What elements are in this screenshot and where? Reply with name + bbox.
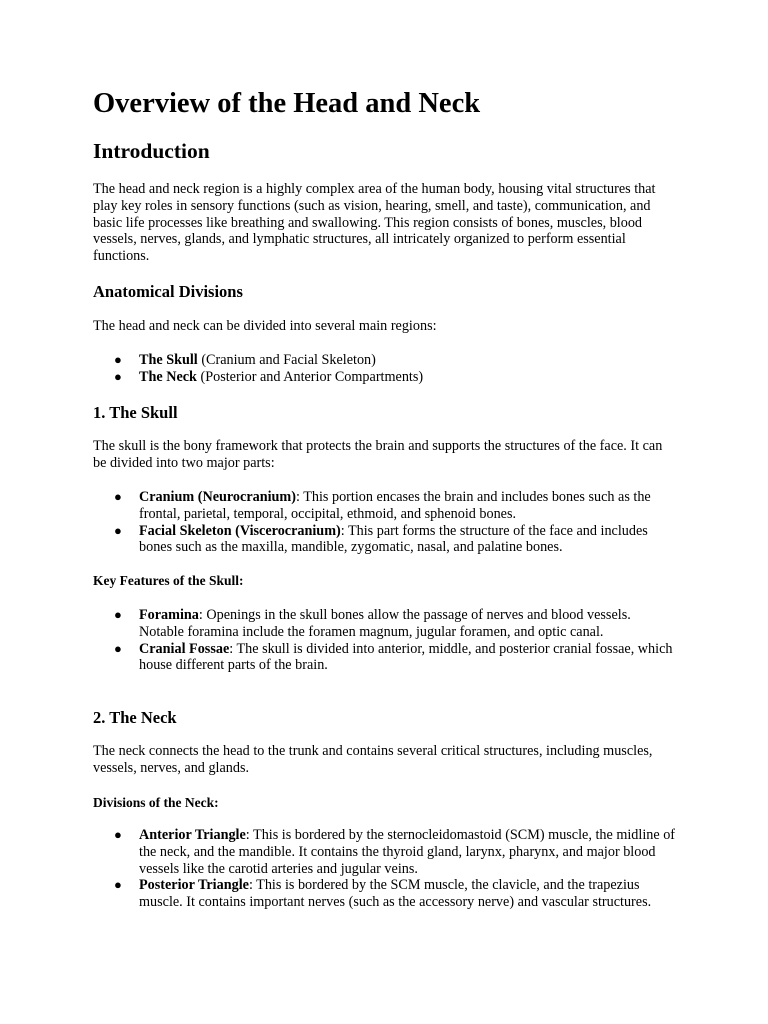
anatomical-divisions-paragraph: The head and neck can be divided into several main regions: [93, 318, 437, 334]
list-item-term: The Skull [139, 352, 198, 368]
list-item [93, 827, 678, 877]
intro-paragraph: The head and neck region is a highly complex area of the human body, housing vital structures that play key roles in sensory functions (such as vision, hearing, smell, and taste), communication, and basic life processes like breathing and swallowing. This region consists of bones, muscles, blood vessels, nerves, glands, and lymphatic structures, all intricately organized to perform essential functions. [93, 181, 656, 265]
list-item-term: Anterior Triangle [139, 827, 246, 843]
bullet-icon: ● [114, 607, 122, 622]
list-item [93, 369, 678, 386]
list-item-term: The Neck [139, 368, 197, 385]
bullet-icon: ● [114, 352, 122, 367]
bullet-icon: ● [114, 640, 122, 656]
skull-features-list [93, 607, 678, 674]
bullet-icon: ● [114, 489, 122, 504]
list-item [93, 352, 678, 369]
skull-heading: 1. The Skull [93, 403, 178, 422]
list-item-text: : Openings in the skull bones allow the passage of nerves and blood vessels. Notable foramina include the foramen magnum, jugular foramen, and optic canal. [139, 607, 631, 640]
list-item-text: : This part forms the structure of the face and includes bones such as the maxilla, mandible, zygomatic, nasal, and palatine bones. [139, 522, 648, 556]
list-item-text: : This portion encases the brain and includes bones such as the frontal, parietal, temporal, occipital, ethmoid, and sphenoid bones. [139, 489, 651, 522]
anatomical-divisions-list [93, 352, 678, 386]
neck-divisions-list [93, 827, 678, 911]
list-item [93, 523, 678, 557]
document-title: Overview of the Head and Neck [93, 88, 481, 119]
skull-parts-list [93, 489, 678, 556]
list-item-text: : The skull is divided into anterior, middle, and posterior cranial fossae, which house different parts of the brain. [139, 640, 673, 674]
bullet-icon: ● [114, 368, 122, 384]
list-item-text: (Posterior and Anterior Compartments) [196, 368, 424, 385]
skull-paragraph: The skull is the bony framework that protects the brain and supports the structures of the face. It can be divided into two major parts: [93, 438, 663, 471]
list-item [93, 489, 678, 523]
list-item-term: Cranial Fossae [139, 640, 230, 657]
list-item [93, 877, 678, 911]
list-item-term: Cranium (Neurocranium) [139, 489, 296, 505]
list-item [93, 641, 678, 675]
neck-heading: 2. The Neck [93, 708, 177, 727]
neck-paragraph: The neck connects the head to the trunk and contains several critical structures, including muscles, vessels, nerves, and glands. [93, 743, 653, 776]
list-item-term: Posterior Triangle [139, 877, 249, 894]
list-item-term: Foramina [139, 607, 199, 623]
bullet-icon: ● [114, 827, 122, 842]
intro-heading: Introduction [93, 139, 210, 163]
list-item-text: : This is bordered by the SCM muscle, the clavicle, and the trapezius muscle. It contains important nerves (such as the accessory nerve) and vascular structures. [139, 877, 652, 911]
bullet-icon: ● [114, 877, 122, 893]
list-item-text: (Cranium and Facial Skeleton) [197, 352, 376, 368]
skull-features-heading: Key Features of the Skull: [93, 573, 244, 588]
list-item-term: Facial Skeleton (Viscerocranium) [139, 522, 341, 539]
list-item-text: : This is bordered by the sternocleidomastoid (SCM) muscle, the midline of the neck, and the mandible. It contains the thyroid gland, larynx, pharynx, and major blood vessels like the carotid arteries and jugular veins. [139, 827, 676, 877]
anatomical-divisions-heading: Anatomical Divisions [93, 282, 243, 301]
bullet-icon: ● [114, 522, 122, 538]
neck-divisions-heading: Divisions of the Neck: [93, 795, 219, 810]
list-item [93, 607, 678, 641]
